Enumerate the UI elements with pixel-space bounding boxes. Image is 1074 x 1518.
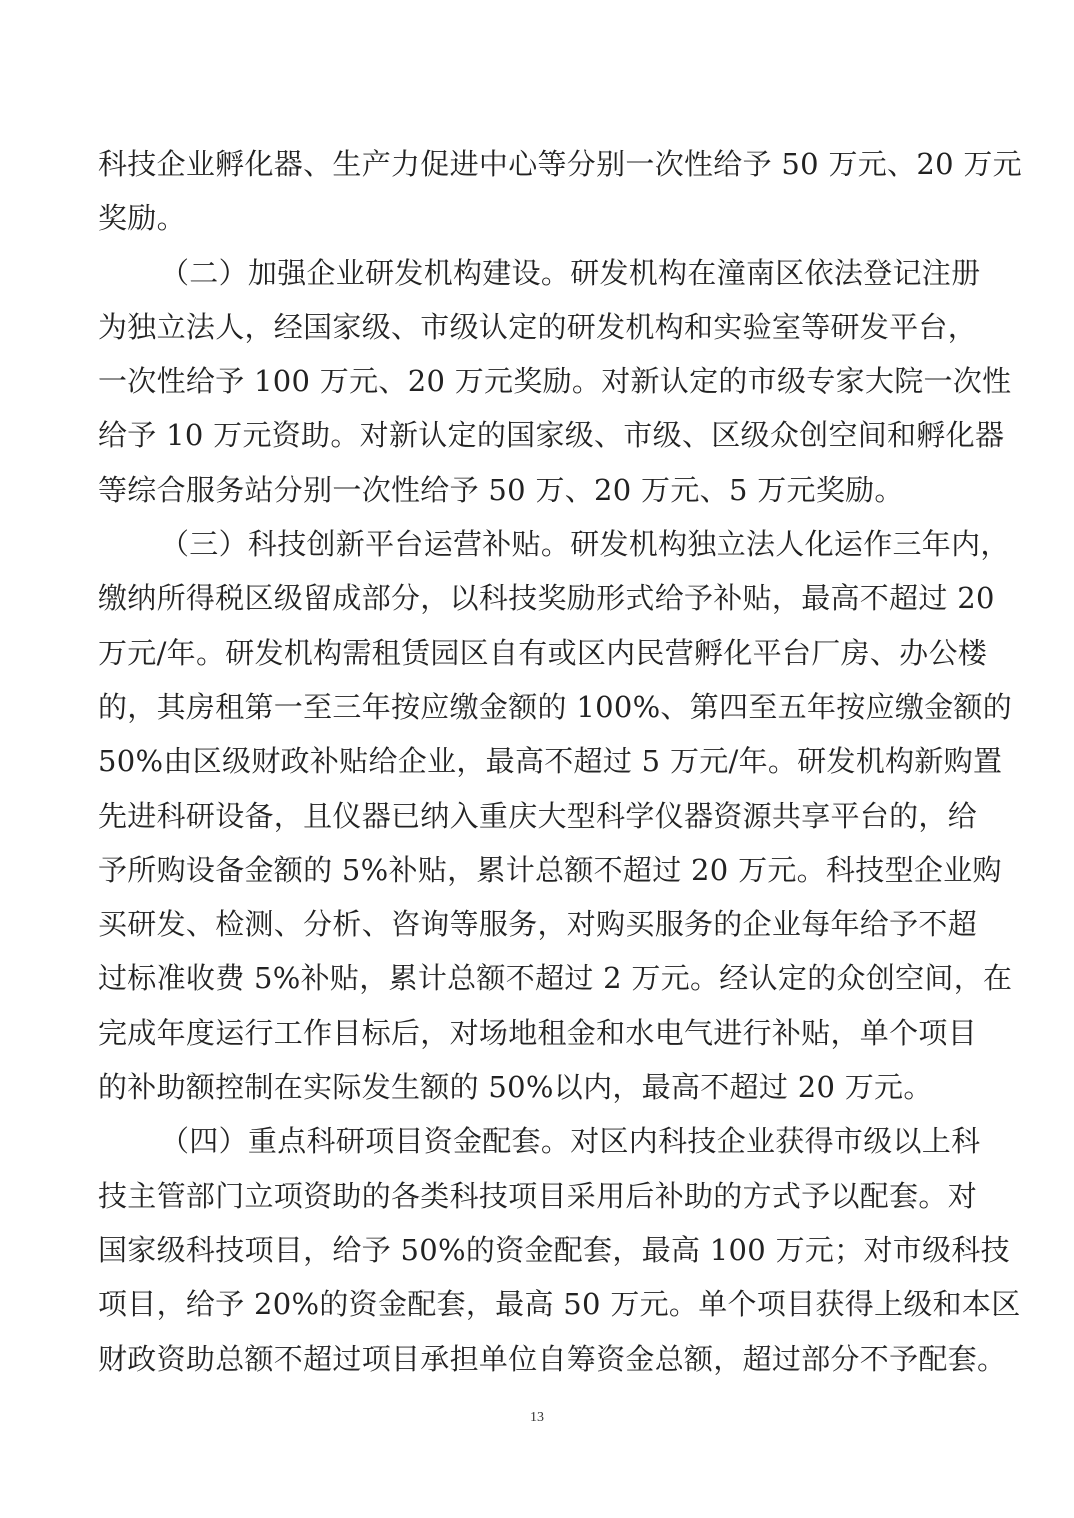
text-line: 的补助额控制在实际发生额的 50%以内，最高不超过 20 万元。: [98, 1070, 933, 1105]
text-line: 先进科研设备，且仪器已纳入重庆大型科学仪器资源共享平台的，给: [98, 798, 978, 833]
page-number: 13: [530, 1410, 544, 1425]
text-line: 为独立法人，经国家级、市级认定的研发机构和实验室等研发平台，: [98, 309, 978, 344]
text-line: 财政资助总额不超过项目承担单位自筹资金总额，超过部分不予配套。: [98, 1341, 1007, 1376]
text-line: 项目，给予 20%的资金配套，最高 50 万元。单个项目获得上级和本区: [98, 1287, 1021, 1322]
text-line: 给予 10 万元资助。对新认定的国家级、市级、区级众创空间和孵化器: [98, 418, 1005, 453]
text-line: 买研发、检测、分析、咨询等服务，对购买服务的企业每年给予不超: [98, 907, 978, 942]
text-line: 等综合服务站分别一次性给予 50 万、20 万元、5 万元奖励。: [98, 472, 904, 507]
text-line: 予所购设备金额的 5%补贴，累计总额不超过 20 万元。科技型企业购: [98, 852, 1002, 887]
text-line: 一次性给予 100 万元、20 万元奖励。对新认定的市级专家大院一次性: [98, 364, 1012, 399]
text-line: 万元/年。研发机构需租赁园区自有或区内民营孵化平台厂房、办公楼: [98, 635, 988, 670]
text-line: 完成年度运行工作目标后，对场地租金和水电气进行补贴，单个项目: [98, 1015, 978, 1050]
text-line: 的，其房租第一至三年按应缴金额的 100%、第四至五年按应缴金额的: [98, 689, 1013, 724]
text-line: 国家级科技项目，给予 50%的资金配套，最高 100 万元；对市级科技: [98, 1232, 1010, 1267]
text-line: 缴纳所得税区级留成部分，以科技奖励形式给予补贴，最高不超过 20: [98, 581, 995, 616]
section-heading-line: （二）加强企业研发机构建设。研发机构在潼南区依法登记注册: [160, 255, 981, 290]
text-line: 过标准收费 5%补贴，累计总额不超过 2 万元。经认定的众创空间，在: [98, 961, 1013, 996]
section-heading-line: （四）重点科研项目资金配套。对区内科技企业获得市级以上科: [160, 1124, 981, 1159]
section-heading-line: （三）科技创新平台运营补贴。研发机构独立法人化运作三年内，: [160, 527, 1010, 562]
body-text: [98, 137, 1022, 1386]
text-line: 奖励。: [98, 201, 186, 236]
text-line: 技主管部门立项资助的各类科技项目采用后补助的方式予以配套。对: [98, 1178, 978, 1213]
text-line: 50%由区级财政补贴给企业，最高不超过 5 万元/年。研发机构新购置: [98, 744, 1003, 779]
text-line: 科技企业孵化器、生产力促进中心等分别一次性给予 50 万元、20 万元: [98, 147, 1022, 181]
